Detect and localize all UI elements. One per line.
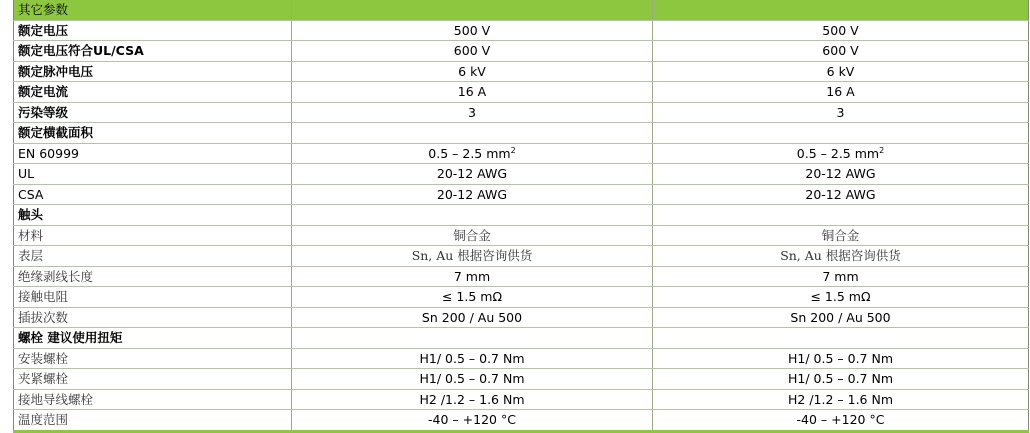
header-cell (653, 0, 1029, 20)
row-label: 温度范围 (14, 410, 292, 432)
value-cell-2 (653, 164, 1029, 185)
value-text: Sn, Au 根据咨询供货 (780, 248, 901, 263)
value-cell-1 (292, 389, 653, 410)
row-label: 插拔次数 (14, 307, 292, 328)
value-text: 3 (468, 104, 476, 120)
unit-exponent: 2 (510, 145, 516, 155)
value-text: 20-12 AWG (436, 166, 508, 181)
value-text: H1/ 0.5 – 0.7 Nm (788, 350, 893, 366)
spec-row (14, 348, 1029, 369)
spec-row (14, 369, 1029, 390)
value-cell-2 (653, 143, 1029, 164)
value-text: Sn 200 / Au 500 (790, 309, 891, 325)
row-label: CSA (14, 184, 292, 205)
value-text: 0.5 – 2.5 mm (796, 145, 880, 161)
value-text: 6 kV (826, 63, 855, 79)
value-cell-1 (292, 82, 653, 103)
value-text: Sn, Au 根据咨询供货 (411, 248, 533, 263)
value-cell-1 (292, 205, 653, 226)
value-cell-2 (653, 123, 1029, 144)
value-cell-2 (653, 369, 1029, 390)
spec-row (14, 246, 1029, 267)
value-text: 500 V (822, 22, 859, 38)
spec-row (14, 61, 1029, 82)
row-label: 额定电压 (14, 20, 292, 41)
value-text: H2 /1.2 – 1.6 Nm (788, 391, 893, 407)
value-text: H2 /1.2 – 1.6 Nm (419, 391, 525, 407)
value-cell-2 (653, 307, 1029, 328)
value-cell-1 (292, 307, 653, 328)
value-text: H1/ 0.5 – 0.7 Nm (788, 371, 893, 386)
value-cell-2 (653, 410, 1029, 432)
value-text: Sn 200 / Au 500 (421, 309, 523, 325)
value-cell-2 (653, 246, 1029, 267)
header-label: 其它参数 (14, 0, 292, 20)
value-text: 500 V (453, 22, 491, 38)
value-text: 16 A (457, 84, 487, 99)
spec-row (14, 164, 1029, 185)
value-text: ≤ 1.5 mΩ (441, 289, 503, 304)
value-text: 6 kV (458, 63, 486, 79)
value-text: -40 – +120 °C (428, 412, 516, 427)
value-text: 铜合金 (821, 227, 860, 243)
value-cell-1 (292, 123, 653, 144)
value-text: 20-12 AWG (805, 166, 876, 181)
spec-row (14, 307, 1029, 328)
spec-table (13, 0, 1029, 433)
value-cell-1 (292, 369, 653, 390)
value-cell-1 (292, 41, 653, 62)
spec-row (14, 20, 1029, 41)
value-cell-2 (653, 205, 1029, 226)
group-row (14, 328, 1029, 349)
value-text: 0.5 – 2.5 mm (428, 145, 511, 161)
value-text: -40 – +120 °C (796, 412, 885, 427)
value-cell-2 (653, 82, 1029, 103)
value-cell-1 (292, 348, 653, 369)
value-cell-2 (653, 266, 1029, 287)
row-label: 额定电流 (14, 82, 292, 103)
value-text: 16 A (826, 84, 855, 99)
spec-row (14, 389, 1029, 410)
value-text: 7 mm (822, 268, 859, 284)
value-cell-1 (292, 143, 653, 164)
value-text: H1/ 0.5 – 0.7 Nm (419, 371, 525, 386)
group-row (14, 205, 1029, 226)
row-label: 接地导线螺栓 (14, 389, 292, 410)
spec-row (14, 82, 1029, 103)
row-label: 额定横截面积 (14, 123, 292, 144)
value-cell-1 (292, 287, 653, 308)
value-cell-1 (292, 225, 653, 246)
value-text: 铜合金 (453, 227, 491, 243)
spec-row (14, 410, 1029, 432)
value-text: 7 mm (453, 268, 491, 284)
value-cell-1 (292, 164, 653, 185)
spec-row (14, 102, 1029, 123)
value-cell-1 (292, 246, 653, 267)
row-label: 夹紧螺栓 (14, 369, 292, 390)
value-text: 20-12 AWG (805, 186, 876, 202)
value-cell-2 (653, 184, 1029, 205)
value-cell-1 (292, 410, 653, 432)
row-label: 绝缘剥线长度 (14, 266, 292, 287)
value-text: 600 V (453, 43, 491, 58)
value-cell-1 (292, 61, 653, 82)
row-label: 接触电阻 (14, 287, 292, 308)
row-label: 污染等级 (14, 102, 292, 123)
row-label: EN 60999 (14, 143, 292, 164)
spec-row (14, 287, 1029, 308)
value-cell-1 (292, 328, 653, 349)
value-cell-1 (292, 184, 653, 205)
row-label: 表层 (14, 246, 292, 267)
value-cell-2 (653, 287, 1029, 308)
spec-row (14, 143, 1029, 164)
row-label: 触头 (14, 205, 292, 226)
row-label: 螺栓 建议使用扭矩 (14, 328, 292, 349)
header-row (14, 0, 1029, 20)
value-cell-1 (292, 266, 653, 287)
row-label: 额定脉冲电压 (14, 61, 292, 82)
row-label: 额定电压符合UL/CSA (14, 41, 292, 62)
value-cell-1 (292, 20, 653, 41)
unit-exponent: 2 (879, 145, 885, 155)
spec-row (14, 266, 1029, 287)
spec-row (14, 184, 1029, 205)
value-text: ≤ 1.5 mΩ (810, 289, 871, 304)
value-text: H1/ 0.5 – 0.7 Nm (419, 350, 525, 366)
value-text: 3 (836, 104, 845, 120)
value-cell-1 (292, 102, 653, 123)
value-cell-2 (653, 102, 1029, 123)
value-cell-2 (653, 348, 1029, 369)
value-cell-2 (653, 225, 1029, 246)
row-label: 材料 (14, 225, 292, 246)
value-text: 600 V (822, 43, 859, 58)
spec-row (14, 225, 1029, 246)
value-cell-2 (653, 328, 1029, 349)
group-row (14, 123, 1029, 144)
header-cell (292, 0, 653, 20)
row-label: UL (14, 164, 292, 185)
value-text: 20-12 AWG (436, 186, 508, 202)
value-cell-2 (653, 61, 1029, 82)
spec-row (14, 41, 1029, 62)
value-cell-2 (653, 389, 1029, 410)
value-cell-2 (653, 20, 1029, 41)
value-cell-2 (653, 41, 1029, 62)
row-label: 安装螺栓 (14, 348, 292, 369)
